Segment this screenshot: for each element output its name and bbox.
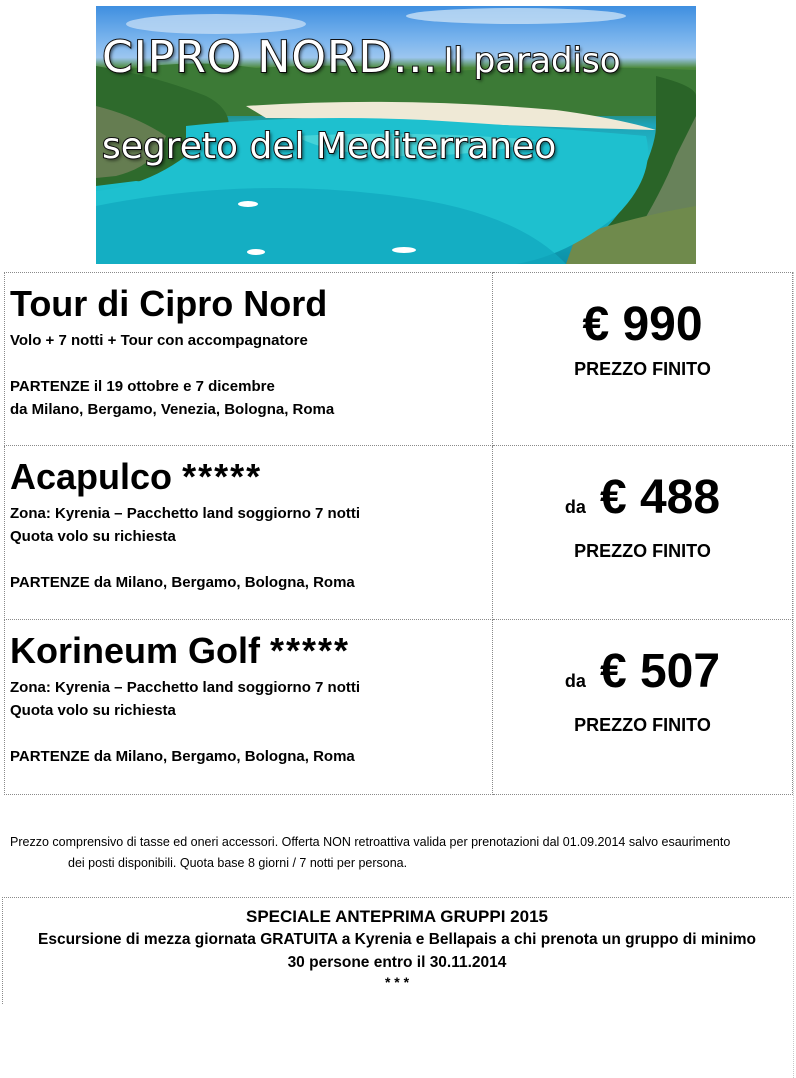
offer-price-prefix: da <box>564 497 586 517</box>
offer-zone: Zona: Kyrenia – Pacchetto land soggiorno 7 notti <box>10 505 361 522</box>
offer-price-cell <box>493 620 793 795</box>
hero-banner <box>96 6 696 264</box>
offer-price-value: € 507 <box>599 645 721 698</box>
offer-zone: Zona: Kyrenia – Pacchetto land soggiorno 7 notti <box>10 679 361 696</box>
offer-name <box>10 285 492 323</box>
group-promo-box <box>2 897 791 1004</box>
offer-details <box>5 273 493 446</box>
offers-table <box>4 272 793 795</box>
offer-price-value: € 990 <box>582 298 703 351</box>
offer-departure-cities: da Milano, Bergamo, Venezia, Bologna, Roma <box>10 401 335 418</box>
offer-departures: PARTENZE da Milano, Bergamo, Bologna, Roma <box>10 574 355 591</box>
offer-details <box>5 446 493 620</box>
offer-departures: PARTENZE da Milano, Bergamo, Bologna, Roma <box>10 748 355 765</box>
spacer <box>10 548 492 571</box>
offer-price-prefix: da <box>564 671 586 691</box>
offer-price-value: € 488 <box>599 471 721 524</box>
promo-text-line2: 30 persone entro il 30.11.2014 <box>287 954 507 971</box>
offer-price-cell <box>493 446 793 620</box>
hero-title-secondary: Il paradiso <box>443 41 621 81</box>
offer-price <box>493 299 792 351</box>
hero-title <box>102 32 621 83</box>
offer-flight-note: Quota volo su richiesta <box>10 528 176 545</box>
offer-price <box>493 646 792 707</box>
offer-row <box>5 446 793 620</box>
offer-price-cell <box>493 273 793 446</box>
offer-stars: ***** <box>270 630 351 671</box>
spacer <box>10 352 492 375</box>
spacer <box>10 722 492 745</box>
terms-note-line2: dei posti disponibili. Quota base 8 giorni / 7 notti per persona. <box>68 856 408 870</box>
offer-row <box>5 273 793 446</box>
hero-subtitle: segreto del Mediterraneo <box>102 126 557 167</box>
promo-separator: * * * <box>384 974 410 990</box>
offer-name <box>10 458 492 496</box>
page-edge-divider <box>793 272 795 1078</box>
offer-price-label: PREZZO FINITO <box>574 715 711 735</box>
offer-description: Volo + 7 notti + Tour con accompagnatore <box>10 332 308 349</box>
terms-note-line1: Prezzo comprensivo di tasse ed oneri accessori. Offerta NON retroattiva valida per prenotazioni dal 01.09.2014 salvo esaurimento <box>10 835 731 849</box>
offer-price-label: PREZZO FINITO <box>574 359 711 379</box>
terms-note <box>10 832 790 874</box>
offer-name <box>10 632 492 670</box>
offer-name-text: Acapulco <box>10 456 173 497</box>
offer-departures: PARTENZE il 19 ottobre e 7 dicembre <box>10 378 275 395</box>
offer-details <box>5 620 493 795</box>
offer-price <box>493 472 792 533</box>
promo-text-line1: Escursione di mezza giornata GRATUITA a Kyrenia e Bellapais a chi prenota un gruppo di minimo <box>37 931 756 948</box>
offer-name-text: Tour di Cipro Nord <box>10 283 328 324</box>
promo-title: SPECIALE ANTEPRIMA GRUPPI 2015 <box>246 907 548 926</box>
offer-name-text: Korineum Golf <box>10 630 260 671</box>
offer-price-label: PREZZO FINITO <box>574 541 711 561</box>
offer-stars: ***** <box>182 456 263 497</box>
offer-row <box>5 620 793 795</box>
offer-flight-note: Quota volo su richiesta <box>10 702 176 719</box>
hero-title-main: CIPRO NORD... <box>102 32 439 83</box>
